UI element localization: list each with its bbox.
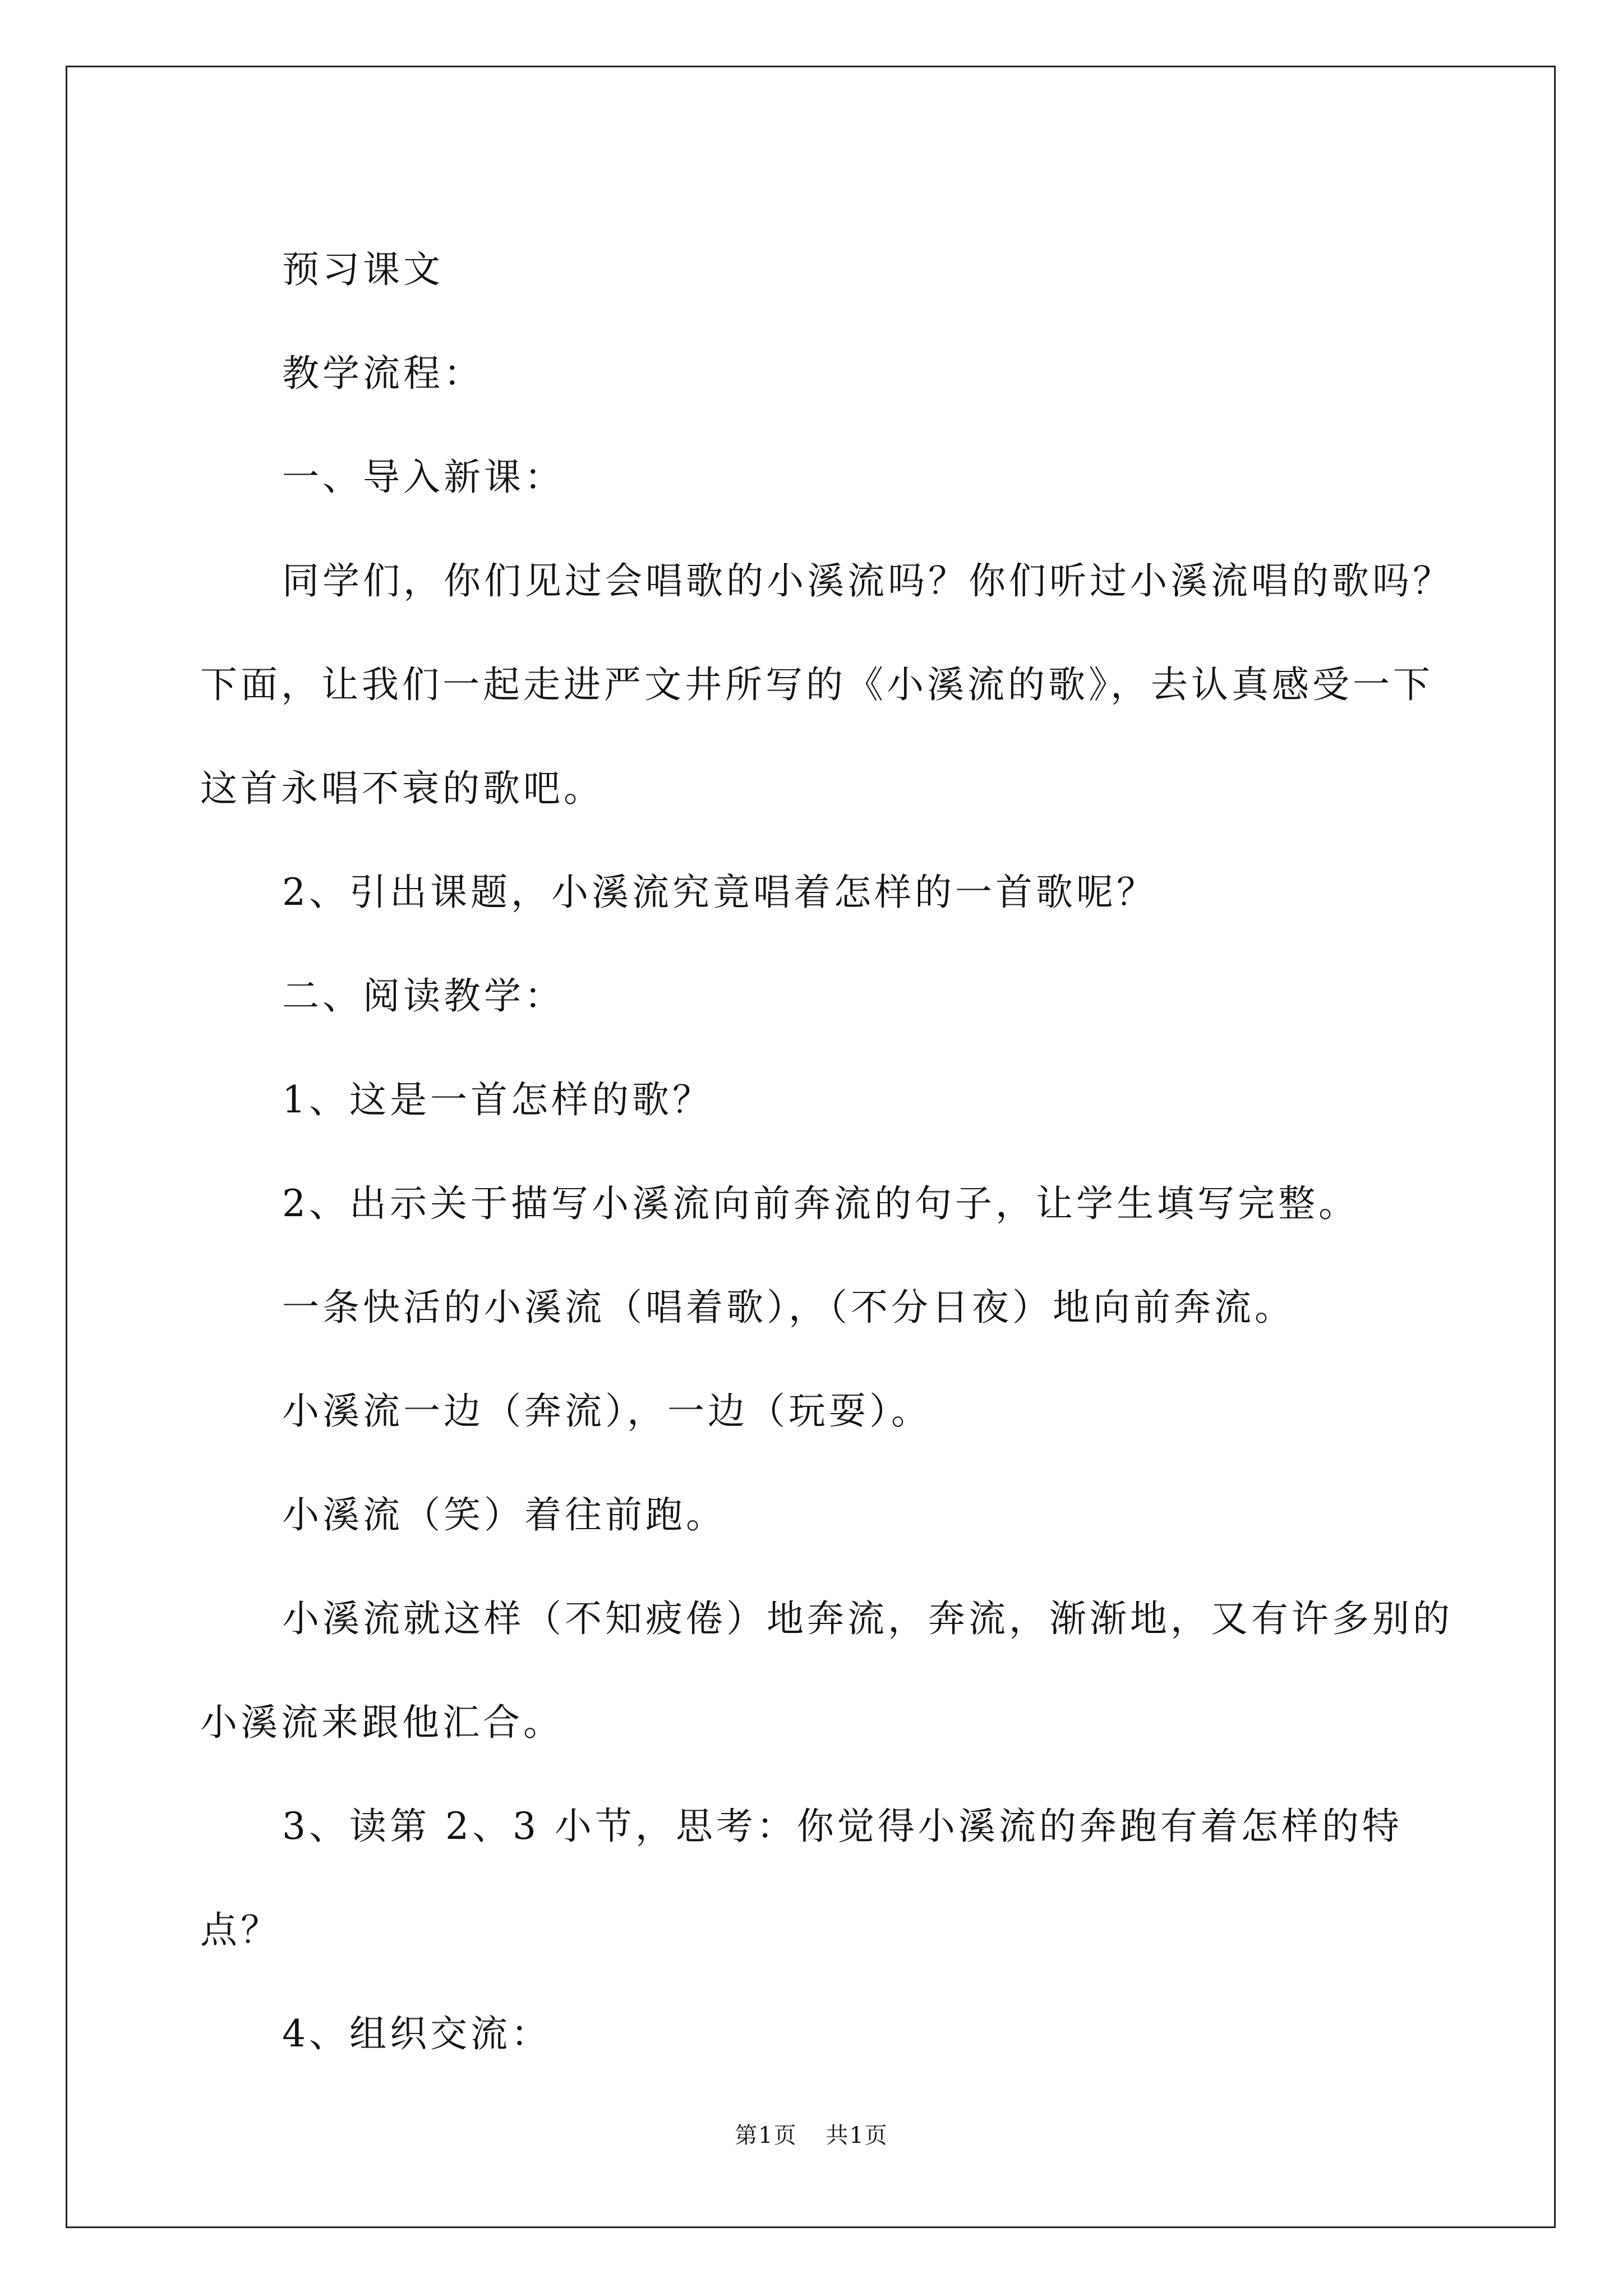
paragraph-sentence-4: 小溪流就这样（不知疲倦）地奔流，奔流，渐渐地，又有许多别的小溪流来跟他汇合。 [200, 1597, 1453, 1744]
page-number-current: 第1页 [735, 2123, 797, 2148]
document-body [200, 218, 1459, 2086]
paragraph-question-2: 2、出示关于描写小溪流向前奔流的句子，让学生填写完整。 [282, 1182, 1359, 1225]
paragraph-section-2-heading: 二、阅读教学： [282, 974, 565, 1018]
paragraph-item-2: 2、引出课题，小溪流究竟唱着怎样的一首歌呢？ [282, 871, 1157, 914]
paragraph-sentence-3: 小溪流（笑）着往前跑。 [282, 1493, 726, 1536]
paragraph-process-heading: 教学流程： [282, 352, 484, 395]
page-footer [0, 2118, 1623, 2150]
paragraph-question-3: 3、读第 2、3 小节，思考：你觉得小溪流的奔跑有着怎样的特点？ [200, 1805, 1403, 1952]
paragraph-intro: 同学们，你们见过会唱歌的小溪流吗？你们听过小溪流唱的歌吗？下面，让我们一起走进严文井所写的《小溪流的歌》，去认真感受一下这首永唱不衰的歌吧。 [200, 559, 1453, 810]
page-number-total: 共1页 [826, 2123, 888, 2148]
paragraph-preview: 预习课文 [282, 248, 444, 291]
paragraph-question-1: 1、这是一首怎样的歌？ [282, 1078, 713, 1121]
paragraph-sentence-2: 小溪流一边（奔流），一边（玩耍）。 [282, 1389, 932, 1433]
paragraph-question-4: 4、组织交流： [282, 2012, 551, 2055]
paragraph-sentence-1: 一条快活的小溪流（唱着歌），（不分日夜）地向前奔流。 [282, 1286, 1295, 1329]
paragraph-section-1-heading: 一、导入新课： [282, 455, 565, 499]
